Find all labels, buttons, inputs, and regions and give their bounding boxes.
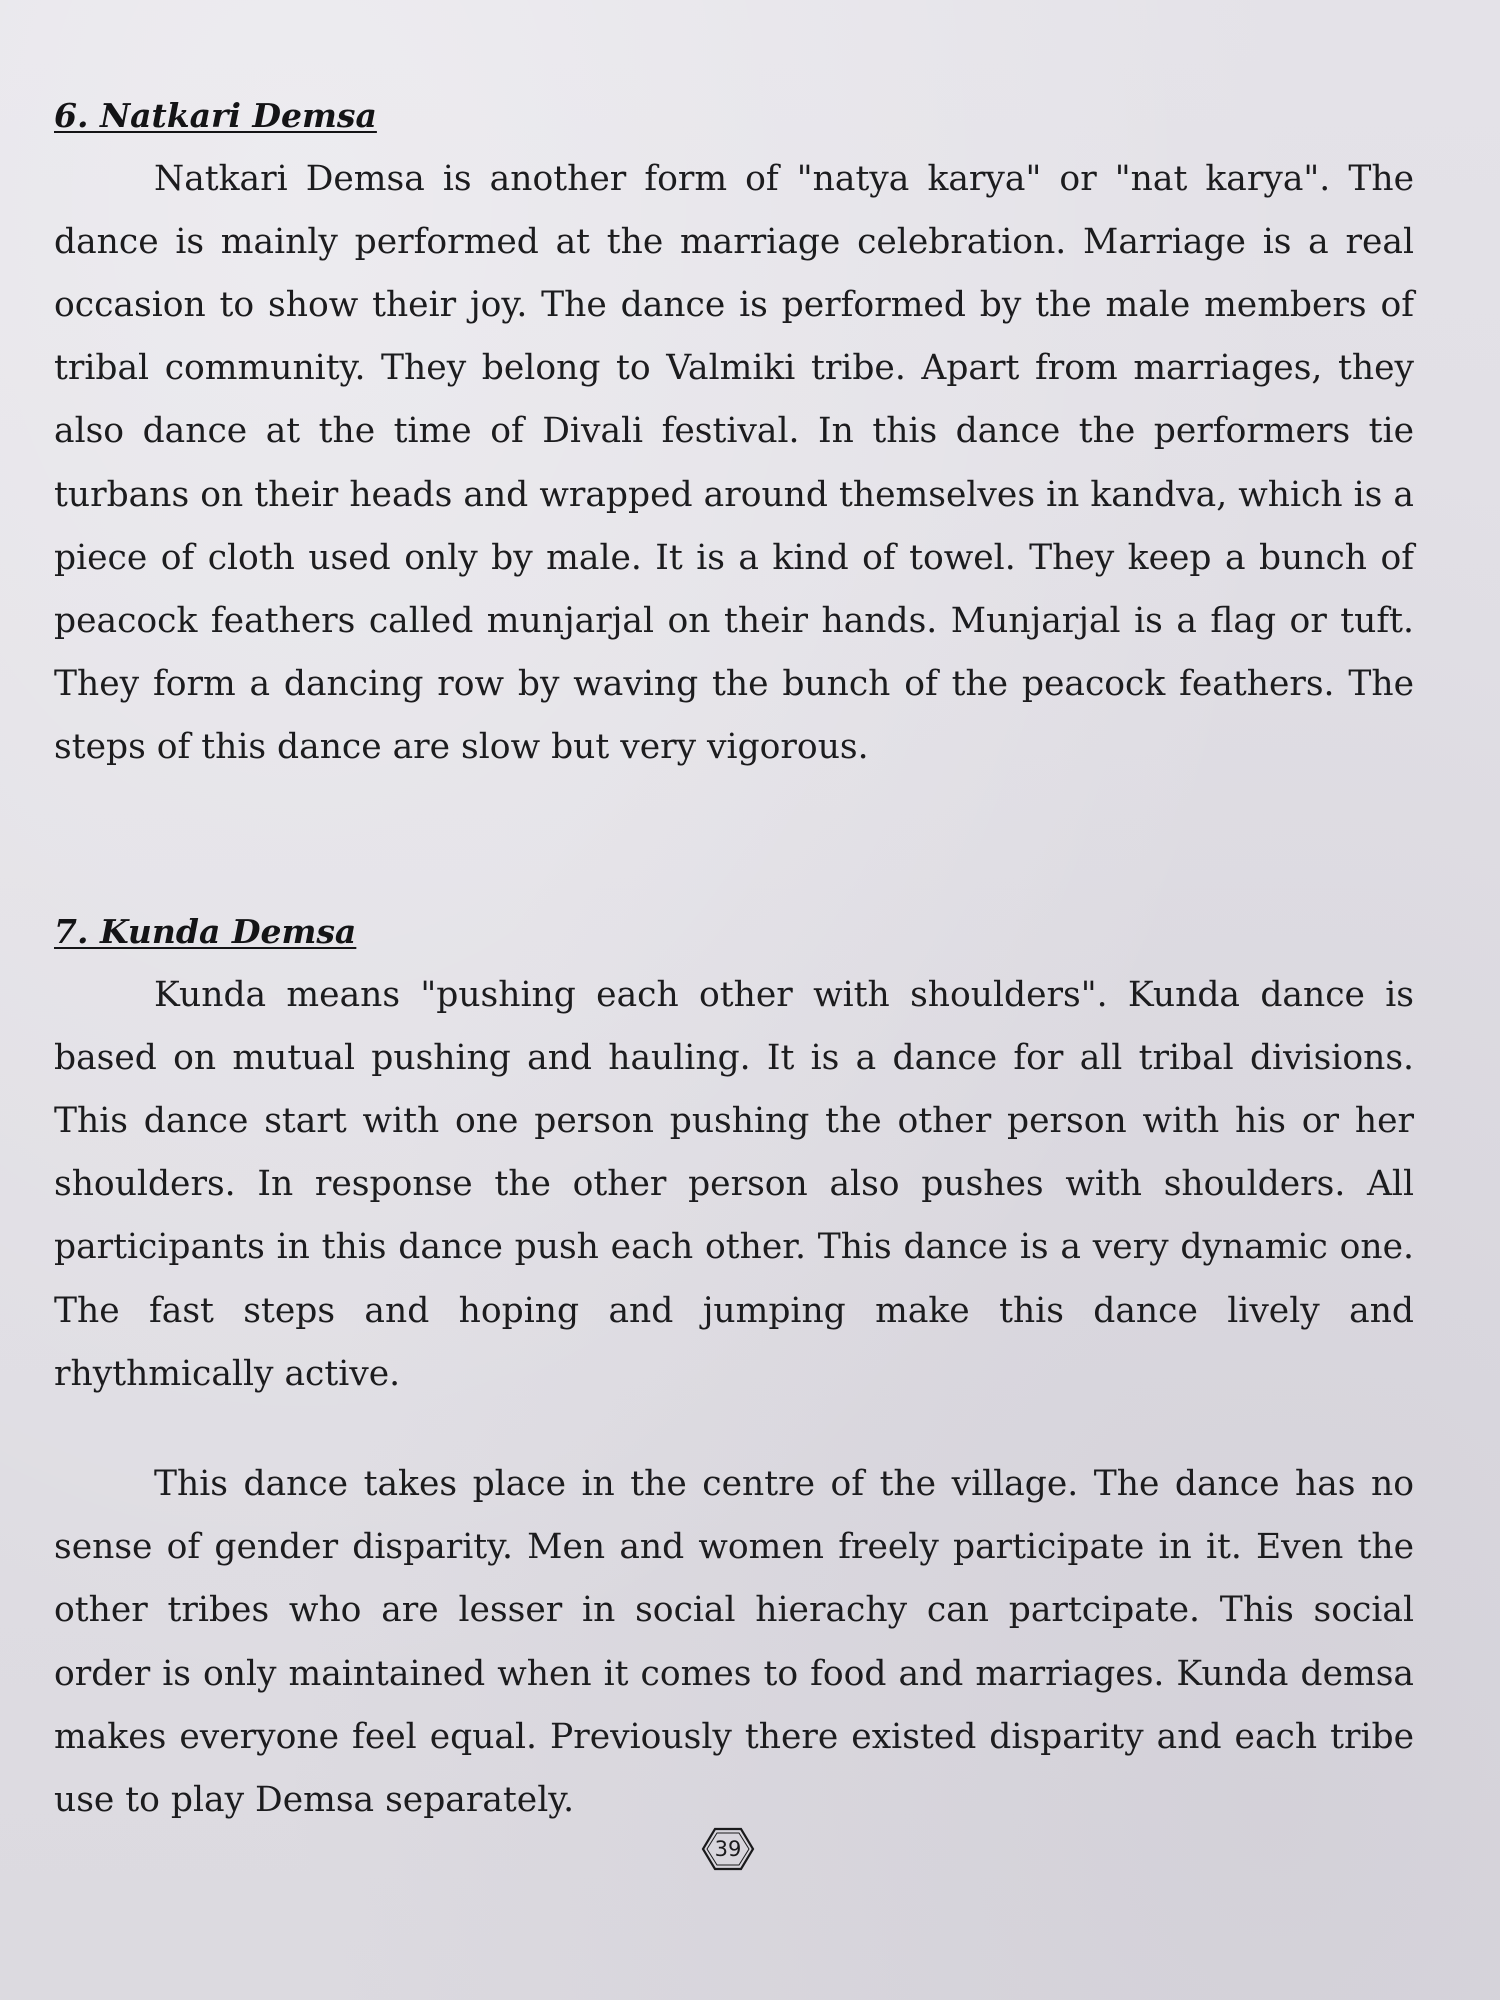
page-number-badge — [701, 1826, 755, 1872]
paragraph: Kunda means "pushing each other with shoulders". Kunda dance is based on mutual pushing and hauling. It is a dance for all tribal divisions. This dance start with one person pushing the other person with his or her shoulders. In response the other person also pushes with shoulders. All participants in this dance push each other. This dance is a very dynamic one. The fast steps and hoping and jumping make this dance lively and rhythmically active. — [54, 974, 1414, 1394]
section-natkari-demsa — [54, 96, 1414, 780]
page-number: 39 — [714, 1837, 742, 1861]
section-heading: 7. Kunda Demsa — [54, 912, 357, 951]
paragraph: Natkari Demsa is another form of "natya karya" or "nat karya". The dance is mainly performed at the marriage celebration. Marriage is a real occasion to show their joy. The dance is performed by the male members of tribal community. They belong to Valmiki tribe. Apart from marriages, they also dance at the time of Divali festival. In this dance the performers tie turbans on their heads and wrapped around themselves in kandva, which is a piece of cloth used only by male. It is a kind of towel. They keep a bunch of peacock feathers called munjarjal on their hands. Munjarjal is a flag or tuft. They form a dancing row by waving the bunch of the peacock feathers. The steps of this dance are slow but very vigorous. — [54, 158, 1414, 768]
paragraph: This dance takes place in the centre of the village. The dance has no sense of gender disparity. Men and women freely participate in it. Even the other tribes who are lesser in social hierachy can partcipate. This social order is only maintained when it comes to food and marriages. Kunda demsa makes everyone feel equal. Previously there existed disparity and each tribe use to play Demsa separately. — [54, 1464, 1414, 1821]
section-kunda-demsa — [54, 912, 1414, 1406]
section-heading: 6. Natkari Demsa — [54, 96, 377, 135]
